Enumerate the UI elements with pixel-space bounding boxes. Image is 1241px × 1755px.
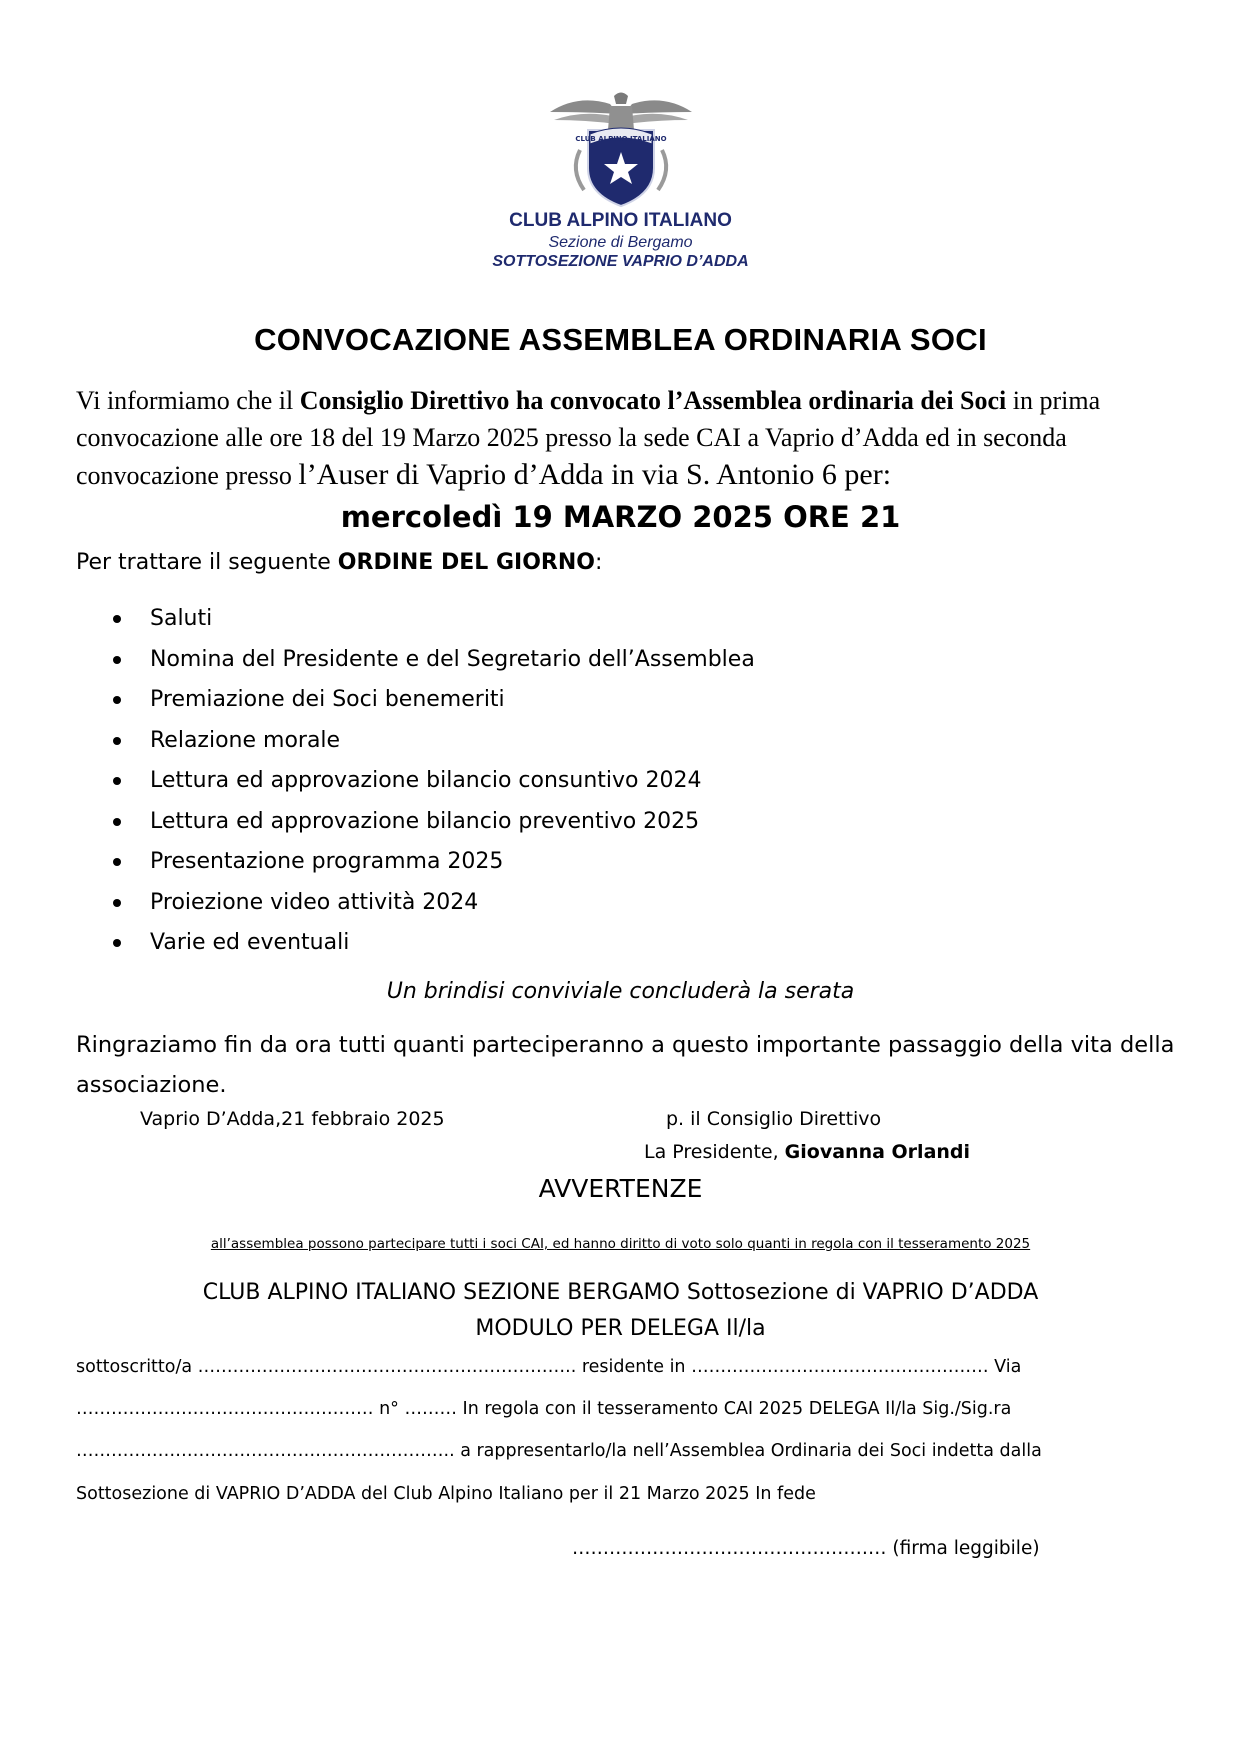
agenda-item-label: Relazione morale — [150, 727, 341, 753]
bullet-icon — [113, 615, 121, 623]
bullet-icon — [113, 696, 121, 704]
agenda-item-label: Lettura ed approvazione bilancio consuntivo 2024 — [150, 768, 702, 793]
delegation-form-line: …………………………………………… n° ……… In regola con il tesseramento CAI 2025 DELEGA Il/la Sig./Sig.ra — [76, 1399, 1012, 1419]
agenda-intro — [76, 550, 602, 575]
cai-eagle-emblem-icon — [548, 90, 694, 208]
list-item — [0, 802, 755, 843]
agenda-item-label: Lettura ed approvazione bilancio preventivo 2025 — [150, 808, 700, 834]
signer-title: La Presidente, — [644, 1141, 785, 1163]
delegation-form-line: ……………………………………………………….. a rappresentarlo/la nell’Assemblea Ordinaria dei Soci indetta dalla — [76, 1441, 1042, 1461]
bullet-icon — [113, 939, 121, 947]
list-item — [0, 761, 755, 802]
signer-name: Giovanna Orlandi — [784, 1141, 971, 1163]
intro-text-3: l’Auser di Vaprio d’Adda in via S. Antonio 6 per: — [298, 458, 892, 491]
intro-text-2: in prima convocazione alle ore 18 del 19 Marzo 2025 presso la sede CAI a Vaprio d’Adda ed in seconda convocazione presso — [76, 386, 1101, 490]
bullet-icon — [113, 777, 121, 785]
list-item — [0, 680, 755, 721]
signer-role: p. il Consiglio Direttivo — [666, 1108, 882, 1130]
closing-note: Un brindisi conviviale concluderà la serata — [386, 979, 855, 1004]
bullet-icon — [113, 858, 121, 866]
agenda-list — [0, 599, 755, 964]
agenda-intro-bold: ORDINE DEL GIORNO — [337, 550, 595, 575]
list-item — [0, 640, 755, 681]
agenda-intro-suffix: : — [594, 550, 603, 575]
bullet-icon — [113, 656, 121, 664]
agenda-item-label: Presentazione programma 2025 — [150, 849, 504, 874]
bullet-icon — [113, 818, 121, 826]
agenda-item-label: Nomina del Presidente e del Segretario dell’Assemblea — [150, 646, 755, 672]
meeting-date: mercoledì 19 MARZO 2025 ORE 21 — [340, 500, 901, 534]
warnings-title: AVVERTENZE — [538, 1174, 703, 1203]
logo-ribbon-text: CLUB ALPINO ITALIANO — [575, 135, 667, 143]
org-name: CLUB ALPINO ITALIANO — [509, 210, 732, 231]
list-item — [0, 923, 755, 964]
list-item — [0, 599, 755, 640]
agenda-item-label: Proiezione video attività 2024 — [150, 889, 479, 915]
list-item — [0, 883, 755, 924]
delegation-form-line: sottoscritto/a ……………………………………………………….. residente in …………………………………………… Via — [76, 1357, 1022, 1377]
bullet-icon — [113, 899, 121, 907]
bullet-icon — [113, 737, 121, 745]
place-date: Vaprio D’Adda,21 febbraio 2025 — [140, 1108, 445, 1130]
list-item — [0, 721, 755, 762]
intro-text-1: Vi informiamo che il — [76, 386, 300, 415]
document-title: CONVOCAZIONE ASSEMBLEA ORDINARIA SOCI — [254, 322, 987, 357]
org-subsection: SOTTOSEZIONE VAPRIO D’ADDA — [492, 253, 749, 270]
delegation-form-subheading: MODULO PER DELEGA Il/la — [475, 1316, 766, 1341]
agenda-item-label: Varie ed eventuali — [150, 930, 350, 955]
signer-name-line — [644, 1141, 970, 1163]
signature-line: …………………………………………… (firma leggibile) — [572, 1538, 1040, 1559]
agenda-item-label: Premiazione dei Soci benemeriti — [150, 687, 505, 712]
agenda-intro-prefix: Per trattare il seguente — [76, 550, 338, 575]
thanks-paragraph: Ringraziamo fin da ora tutti quanti parteciperanno a questo importante passaggio della vita della associazione. — [76, 1032, 1175, 1098]
intro-paragraph — [76, 382, 1176, 494]
intro-bold-text: Consiglio Direttivo ha convocato l’Assemblea ordinaria dei Soci — [299, 386, 1007, 415]
org-section: Sezione di Bergamo — [548, 234, 693, 251]
list-item — [0, 842, 755, 883]
delegation-form-heading: CLUB ALPINO ITALIANO SEZIONE BERGAMO Sottosezione di VAPRIO D’ADDA — [202, 1280, 1039, 1305]
delegation-form-line: Sottosezione di VAPRIO D’ADDA del Club Alpino Italiano per il 21 Marzo 2025 In fede — [76, 1484, 816, 1504]
agenda-item-label: Saluti — [150, 606, 213, 631]
warnings-text: all’assemblea possono partecipare tutti i soci CAI, ed hanno diritto di voto solo quanti in regola con il tesseramento 2025 — [210, 1236, 1031, 1252]
